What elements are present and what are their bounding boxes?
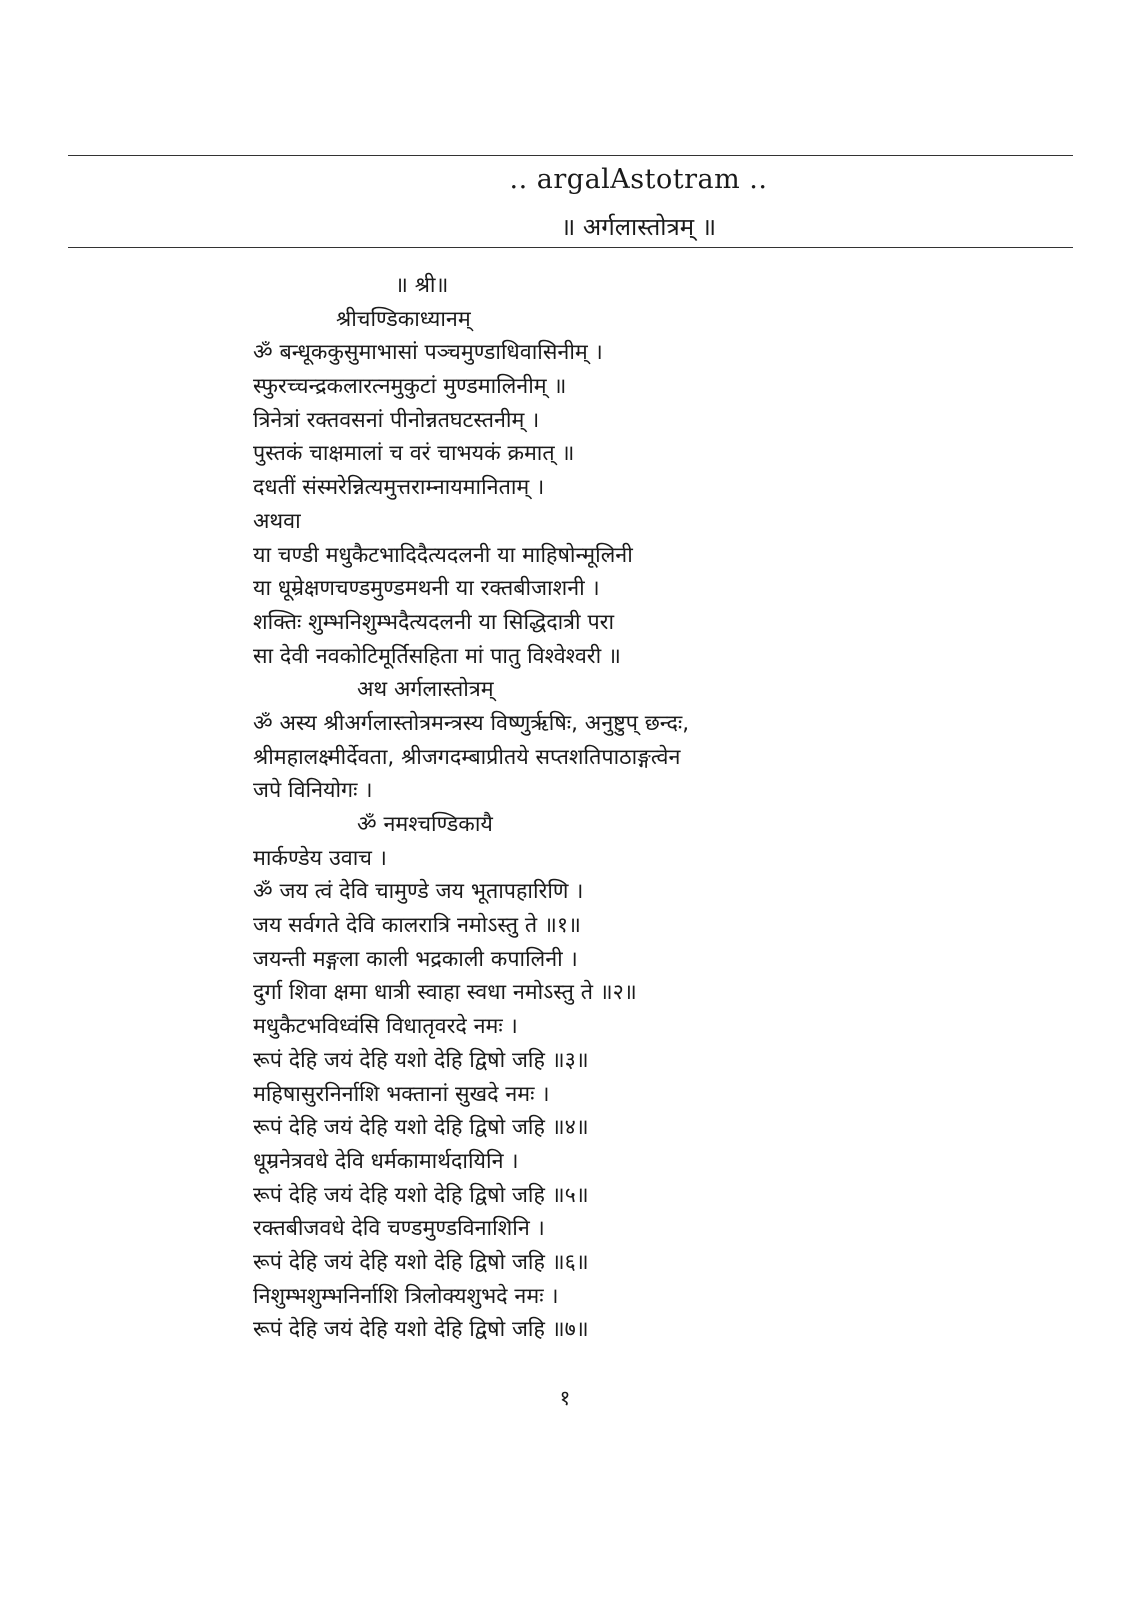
text-line: सा देवी नवकोटिमूर्तिसहिता मां पातु विश्वेश्वरी ॥ <box>253 643 621 669</box>
text-line: पुस्तकं चाक्षमालां च वरं चाभयकं क्रमात् ॥ <box>253 441 575 467</box>
stotram-text-block <box>253 269 1053 1347</box>
text-line: जयन्ती मङ्गला काली भद्रकाली कपालिनी । <box>253 946 578 972</box>
text-line: अथवा <box>253 508 301 534</box>
header-rule-bottom <box>68 247 1073 248</box>
text-line: अथ अर्गलास्तोत्रम् <box>357 677 494 703</box>
text-line: ॐ अस्य श्रीअर्गलास्तोत्रमन्त्रस्य विष्णुर्ऋषिः, अनुष्टुप् छन्दः, <box>253 710 690 736</box>
text-line: निशुम्भशुम्भनिर्नाशि त्रिलोक्यशुभदे नमः । <box>253 1283 559 1309</box>
text-line: श्रीमहालक्ष्मीर्देवता, श्रीजगदम्बाप्रीतये सप्तशतिपाठाङ्गत्वेन <box>253 744 681 770</box>
page-title-devanagari: ॥ अर्गलास्तोत्रम् ॥ <box>560 213 717 241</box>
text-line: शक्तिः शुम्भनिशुम्भदैत्यदलनी या सिद्धिदात्री परा <box>253 609 615 635</box>
text-line: ॐ नमश्चण्डिकायै <box>357 812 493 837</box>
text-line: रूपं देहि जयं देहि यशो देहि द्विषो जहि ॥५॥ <box>253 1182 589 1208</box>
page-number: १ <box>559 1386 571 1410</box>
header-rule-top <box>68 155 1073 156</box>
text-line: स्फुरच्चन्द्रकलारत्नमुकुटां मुण्डमालिनीम् ॥ <box>253 374 567 400</box>
text-line: त्रिनेत्रां रक्तवसनां पीनोन्नतघटस्तनीम् । <box>253 407 540 433</box>
text-line: श्रीचण्डिकाध्यानम् <box>336 306 471 332</box>
text-line: या चण्डी मधुकैटभादिदैत्यदलनी या माहिषोन्मूलिनी <box>253 542 633 568</box>
text-line: रूपं देहि जयं देहि यशो देहि द्विषो जहि ॥३॥ <box>253 1047 589 1073</box>
text-line: महिषासुरनिर्नाशि भक्तानां सुखदे नमः । <box>253 1081 550 1107</box>
text-line: ॐ जय त्वं देवि चामुण्डे जय भूतापहारिणि । <box>253 879 584 905</box>
text-line: रक्तबीजवधे देवि चण्डमुण्डविनाशिनि । <box>253 1216 545 1242</box>
text-line: रूपं देहि जयं देहि यशो देहि द्विषो जहि ॥४॥ <box>253 1115 589 1141</box>
text-line: दुर्गा शिवा क्षमा धात्री स्वाहा स्वधा नमोऽस्तु ते ॥२॥ <box>253 980 637 1006</box>
text-line: मार्कण्डेय उवाच । <box>253 845 387 871</box>
text-line: जपे विनियोगः । <box>253 778 373 804</box>
text-line: मधुकैटभविध्वंसि विधातृवरदे नमः । <box>253 1014 518 1040</box>
text-line: ॥ श्री॥ <box>395 273 449 298</box>
text-line: रूपं देहि जयं देहि यशो देहि द्विषो जहि ॥६॥ <box>253 1249 589 1275</box>
page-title-latin: .. argalAstotram .. <box>509 164 768 195</box>
text-line: या धूम्रेक्षणचण्डमुण्डमथनी या रक्तबीजाशनी । <box>253 576 600 602</box>
text-line: दधतीं संस्मरेन्नित्यमुत्तराम्नायमानिताम् । <box>253 475 545 501</box>
text-line: धूम्रनेत्रवधे देवि धर्मकामार्थदायिनि । <box>253 1148 519 1174</box>
text-line: ॐ बन्धूककुसुमाभासां पञ्चमुण्डाधिवासिनीम् । <box>253 340 603 366</box>
text-line: रूपं देहि जयं देहि यशो देहि द्विषो जहि ॥७॥ <box>253 1317 589 1343</box>
text-line: जय सर्वगते देवि कालरात्रि नमोऽस्तु ते ॥१॥ <box>253 913 581 939</box>
